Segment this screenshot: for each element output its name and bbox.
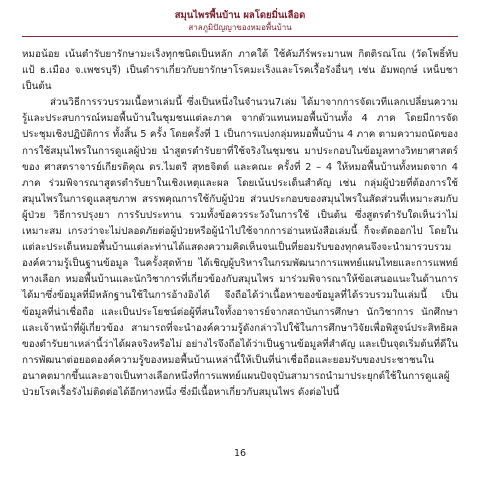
body-text — [22, 47, 458, 401]
running-header — [22, 10, 458, 33]
header-divider — [22, 36, 458, 37]
paragraph: ส่วนวิธีการรวบรวมเนื้อหาเล่มนี้ ซึ่งเป็นหนึ่งในจำนวน7เล่ม ได้มาจากการจัดเวทีแลกเปลี่ยนความรู้และประสบการณ์หมอพื้นบ้านในชุมชนแต่ละภาค จากตัวแทนหมอพื้นบ้านทั้ง 4 ภาค โดยมีการจัดประชุมเชิงปฏิบัติการ ทั้งสิ้น 5 ครั้ง โดยครั้งที่ 1 เป็นการแบ่งกลุ่มหมอพื้นบ้าน 4 ภาค ตามความถนัดของการใช้สมุนไพรในการดูแลผู้ป่วย นำสูตรตำรับยาที่ใช้จริงในชุมชน มาประกอบในข้อมูลทางวิทยาศาสตร์ของ ศาสตราจารย์เกียรติคุณ ดร.ไมตรี สุทธจิตต์ และคณะ ครั้งที่ 2 – 4 ให้หมอพื้นบ้านทั้งหมดจาก 4 ภาค ร่วมพิจารณาสูตรตำรับยาในเชิงเหตุและผล โดยเน้นประเด็นสำคัญ เช่น กลุ่มผู้ป่วยที่ต้องการใช้สมุนไพรในการดูแลสุขภาพ สรรพคุณการใช้กับผู้ป่วย ส่วนประกอบของสมุนไพรในสัดส่วนที่เหมาะสมกับผู้ป่วย วิธีการปรุงยา การรับประทาน รวมทั้งข้อควรระวังในการใช้ เป็นต้น ซึ่งสูตรตำรับใดเห็นว่าไม่เหมาะสม เกรงว่าจะไม่ปลอดภัยต่อผู้ป่วยหรือผู้นำไปใช้จากการอ่านหนังสือเล่มนี้ ก็จะตัดออกไป โดยในแต่ละประเด็นหมอพื้นบ้านแต่ละท่านได้แสดงความคิดเห็นจนเป็นที่ยอมรับของทุกคนจึงจะนำมารวบรวมองค์ความรู้เป็นฐานข้อมูล ในครั้งสุดท้าย ได้เชิญผู้บริหารในกรมพัฒนาการแพทย์แผนไทยและการแพทย์ทางเลือก หมอพื้นบ้านและนักวิชาการที่เกี่ยวข้องกับสมุนไพร มาร่วมพิจารณาให้ข้อเสนอแนะในด้านการได้มาซึ่งข้อมูลที่มีหลักฐานใช้ในการอ้างอิงได้ จึงถือได้ว่าเนื้อหาของข้อมูลที่ได้รวบรวมในเล่มนี้ เป็นข้อมูลที่น่าเชื่อถือ และเป็นประโยชน์ต่อผู้ที่สนใจทั้งอาจารย์จากสถาบันการศึกษา นักวิชาการ นักศึกษา และเจ้าหน้าที่ผู้เกี่ยวข้อง สามารถที่จะนำองค์ความรู้ดังกล่าวไปใช้ในการศึกษาวิจัยเพื่อพิสูจน์ประสิทธิผลของตำรับยาเหล่านี้ว่าได้ผลจริงหรือไม่ อย่างไรจึงถือได้ว่าเป็นฐานข้อมูลที่สำคัญ และเป็นจุดเริ่มต้นที่ดีในการพัฒนาต่อยอดองค์ความรู้ของหมอพื้นบ้านเหล่านี้ให้เป็นที่น่าเชื่อถือและยอมรับของประชาชนในอนาคตมากขึ้นและอาจเป็นทางเลือกหนึ่งที่การแพทย์แผนปัจจุบันสามารถนำมาประยุกต์ใช้ในการดูแลผู้ป่วยโรคเรื้อรังไม่ติดต่อได้อีกทางหนึ่ง ซึ่งมีเนื้อหาเกี่ยวกับสมุนไพร ดังต่อไปนี้ — [22, 97, 458, 398]
header-subtitle: สาลภูมิปัญญาของหมอพื้นบ้าน — [188, 23, 292, 32]
paragraph: หมอน้อย เน้นตำรับยารักษามะเร็งทุกชนิดเป็นหลัก ภาคใต้ ใช้คัมภีร์พระมานพ กิตติรณโณ (วัดโพธิ์ทับแป้ ธ.เมือง จ.เพชรบุรี) เป็นตำราเกี่ยวกับยารักษาโรคมะเร็งและโรคเรื้อรังอื่นๆ เช่น อัมพฤกษ์ เหน็บชา เป็นต้น — [22, 49, 458, 93]
header-title: สมุนไพรพื้นบ้าน ผลโดยมิ่นเลือด — [174, 10, 306, 21]
page-number: 16 — [233, 448, 247, 459]
